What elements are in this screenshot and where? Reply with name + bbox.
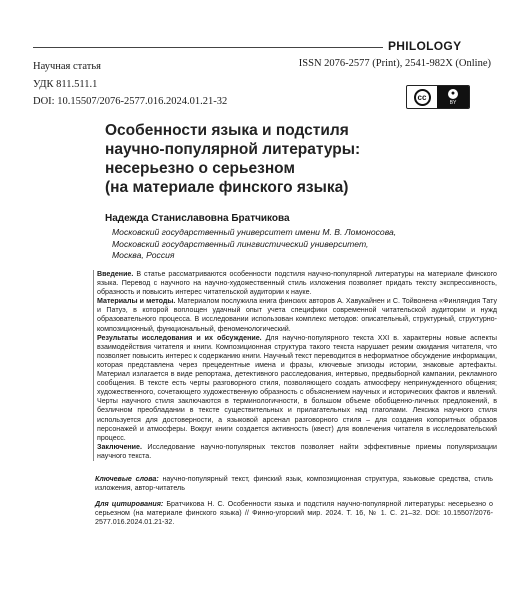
- abstract-conclusion: [97, 443, 497, 461]
- header-rule: [33, 47, 383, 48]
- keywords: [95, 475, 493, 493]
- affiliation: Московский государственный университет имени М. В. Ломоносова,: [112, 227, 397, 237]
- section-text: В статье рассматриваются особенности подстиля научно-популярной литературы на материале финского языка. Перевод с научного на научно-художественный стиль изложения позволяет придать тексту экспрессивность, образность и повысить интерес читательской аудитории к науке.: [97, 270, 497, 297]
- author-name: Надежда Станиславовна Братчикова: [105, 213, 290, 224]
- by-label: BY: [449, 99, 457, 106]
- section-text: Материалом послужила книга финских авторов А. Хавукайнен и С. Тойвонена «Финляндия Тату и Патуэ, в которой воплощен удачный опыт учета специфики современной читательской аудитории и нужд образовательного процесса. В исследовании использован комплекс методов: описательный, структурный, структурно-композиционный, функциональный, феноменологический.: [97, 297, 497, 333]
- keywords-text: научно-популярный текст, финский язык, композиционная структура, языковые средства, стиль изложения, автор-читатель: [95, 475, 493, 493]
- article-meta: [33, 58, 227, 111]
- doi: DOI: 10.15507/2076-2577.016.2024.01.21-32: [33, 96, 228, 107]
- title-line: научно-популярной литературы:: [105, 141, 361, 158]
- keywords-label: Ключевые слова:: [95, 475, 159, 483]
- title-line: (на материале финского языка): [105, 179, 349, 196]
- article-title: [105, 121, 435, 197]
- cc-by-license-badge[interactable]: [406, 85, 470, 109]
- section-text: Исследование научно-популярных текстов позволяет найти эффективные приемы популяризации научного текста.: [97, 442, 497, 460]
- udk-code: УДК 811.511.1: [33, 78, 98, 90]
- journal-section-label: PHILOLOGY: [388, 39, 462, 53]
- affiliation: Москва, Россия: [112, 250, 175, 260]
- abstract-introduction: [97, 270, 497, 297]
- abstract-results: [97, 334, 497, 443]
- section-label: Введение.: [97, 270, 134, 278]
- abstract: [93, 270, 497, 461]
- person-icon: ●: [448, 89, 458, 99]
- citation-text: Братчикова Н. С. Особенности языка и подстиля научно-популярной литературы: несерьезно о серьезном (на материале финского языка) // Финно-угорский мир. 2024. Т. 16, № 1. С. 21–32. DOI: 10.15507/2076-2577.016.2024.01.21-32.: [95, 500, 494, 527]
- affiliation: Московский государственный лингвистический университет,: [112, 238, 369, 249]
- abstract-methods: [97, 297, 497, 333]
- cc-icon: cc: [414, 89, 431, 106]
- citation-label: Для цитирования:: [95, 500, 164, 508]
- section-label: Заключение.: [97, 442, 142, 451]
- issn: ISSN 2076-2577 (Print), 2541-982X (Online): [298, 58, 491, 69]
- title-line: Особенности языка и подстиля: [105, 122, 349, 139]
- section-label: Результаты исследования и их обсуждение.: [97, 333, 262, 342]
- title-line: несерьезно о серьезном: [105, 160, 295, 177]
- author-affiliations: [112, 227, 396, 262]
- citation: [95, 500, 493, 527]
- section-label: Материалы и методы.: [97, 297, 176, 306]
- article-type: Научная статья: [33, 61, 101, 72]
- section-text: Для научно-популярного текста XXI в. характерны новые аспекты взаимодействия читателя и книги. Композиционная структура такого текста нарушает режим ожидания читателя, что позволяет повысить интерес к содержанию книги. Научный текст переводится в неформатное обсуждение информации, которая представлена через прецедентные имена и фразы, ключевые эпизоды истории, знаковые артефакты. Материал излагается в виде репортажа, детективного расследования, интервью, предвыборной кампании, рекламного сообщения. В тексте есть черты разговорного стиля, позволяющего создать атмосферу непринужденного общения; художественного, сочетающего художественную образность с объяснением научных и исторических фактов и явлений. Черты научного стиля заключаются в терминологичности, в большом объеме обобщенно-личных предложений, в безличном преобладании в тексте существительных и прилагательных над глаголами. Лексика научного стиля используется для достоверности, а языковой арсенал разговорного стиля – для создания копоритных образов персонажей и атмосферы. Вокруг книги создается активность (квест) для вовлечения читателя в исследовательский процесс.: [97, 333, 497, 442]
